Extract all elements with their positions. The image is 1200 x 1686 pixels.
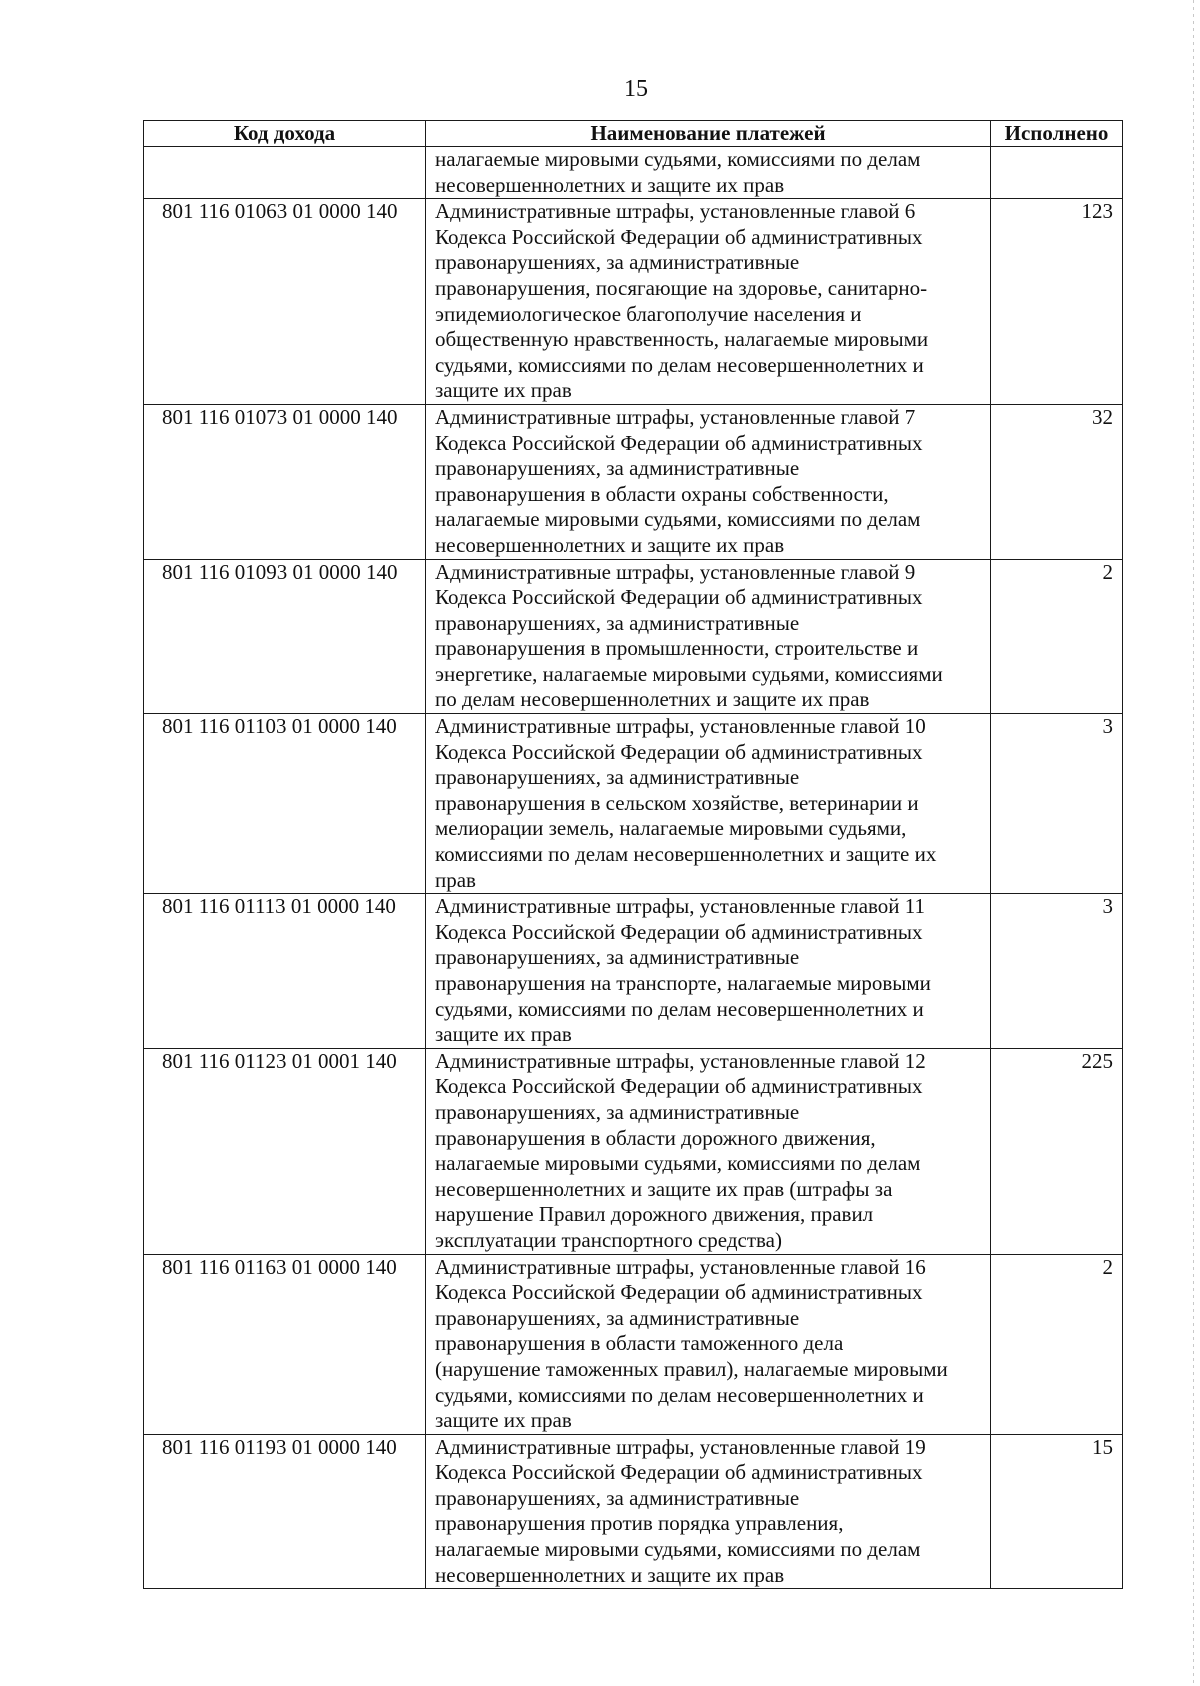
payment-name-cell <box>426 714 991 894</box>
revenue-code-cell: 801 116 01063 01 0000 140 <box>144 199 426 405</box>
executed-amount-cell: 2 <box>991 1254 1123 1434</box>
payment-name-cell <box>426 894 991 1049</box>
revenue-code-cell <box>144 147 426 199</box>
payment-name-line: налагаемые мировыми судьями, комиссиями по делам <box>435 1537 921 1562</box>
executed-amount-cell: 3 <box>991 714 1123 894</box>
executed-amount-cell <box>991 147 1123 199</box>
payment-name-line: налагаемые мировыми судьями, комиссиями по делам <box>435 507 921 532</box>
revenue-code-cell: 801 116 01093 01 0000 140 <box>144 559 426 714</box>
column-header-name: Наименование платежей <box>426 121 991 147</box>
table-header-row <box>144 121 1123 147</box>
table-body <box>144 147 1123 1589</box>
payment-name-line: правонарушения в области дорожного движения, <box>435 1125 876 1150</box>
table-row <box>144 559 1123 714</box>
payment-name-line: энергетике, налагаемые мировыми судьями, комиссиями <box>435 661 943 686</box>
payment-name-line: несовершеннолетних и защите их прав <box>435 532 785 557</box>
payment-name-line: правонарушениях, за административные <box>435 1305 800 1330</box>
payment-name-cell <box>426 1254 991 1434</box>
table-row <box>144 404 1123 559</box>
payment-name-line: Кодекса Российской Федерации об административных <box>435 919 923 944</box>
payment-name-line: правонарушениях, за административные <box>435 765 800 790</box>
executed-amount-cell: 3 <box>991 894 1123 1049</box>
payment-name-cell <box>426 559 991 714</box>
revenue-code-cell: 801 116 01113 01 0000 140 <box>144 894 426 1049</box>
payment-name-line: защите их прав <box>435 1022 572 1047</box>
payment-name-line: несовершеннолетних и защите их прав <box>435 1562 785 1587</box>
payment-name-cell <box>426 1434 991 1589</box>
payment-name-line: комиссиями по делам несовершеннолетних и защите их <box>435 842 937 867</box>
payment-name-line: Кодекса Российской Федерации об административных <box>435 1074 923 1099</box>
payment-name-cell <box>426 404 991 559</box>
payment-name-line: судьями, комиссиями по делам несовершеннолетних и <box>435 1382 924 1407</box>
payment-name-line: судьями, комиссиями по делам несовершеннолетних и <box>435 996 924 1021</box>
executed-amount-cell: 123 <box>991 199 1123 405</box>
payment-name-line: Административные штрафы, установленные главой 6 <box>435 199 916 224</box>
table-row <box>144 199 1123 405</box>
executed-amount-cell: 32 <box>991 404 1123 559</box>
payment-name-line: правонарушениях, за административные <box>435 610 800 635</box>
executed-amount-cell: 225 <box>991 1048 1123 1254</box>
payment-name-line: (нарушение таможенных правил), налагаемые мировыми <box>435 1356 948 1381</box>
table-row <box>144 894 1123 1049</box>
payment-name-line: правонарушения в области таможенного дела <box>435 1331 844 1356</box>
payment-name-cell <box>426 147 991 199</box>
table-row <box>144 147 1123 199</box>
revenue-table <box>143 120 1123 1589</box>
payment-name-line: правонарушениях, за административные <box>435 1099 800 1124</box>
payment-name-line: общественную нравственность, налагаемые мировыми <box>435 327 929 352</box>
payment-name-line: защите их прав <box>435 1408 572 1433</box>
table-row <box>144 1048 1123 1254</box>
payment-name-line: Административные штрафы, установленные главой 11 <box>435 894 926 919</box>
payment-name-line: правонарушения, посягающие на здоровье, санитарно- <box>435 275 928 300</box>
payment-name-line: налагаемые мировыми судьями, комиссиями по делам <box>435 1151 921 1176</box>
table-row <box>144 1254 1123 1434</box>
executed-amount-cell: 2 <box>991 559 1123 714</box>
payment-name-line: несовершеннолетних и защите их прав <box>435 172 785 197</box>
payment-name-line: Кодекса Российской Федерации об административных <box>435 739 923 764</box>
column-header-executed: Исполнено <box>991 121 1123 147</box>
payment-name-line: правонарушениях, за административные <box>435 250 800 275</box>
payment-name-line: правонарушения в сельском хозяйстве, ветеринарии и <box>435 790 919 815</box>
payment-name-line: правонарушениях, за административные <box>435 945 800 970</box>
payment-name-line: правонарушения против порядка управления, <box>435 1511 844 1536</box>
payment-name-line: прав <box>435 867 476 892</box>
payment-name-line: Кодекса Российской Федерации об административных <box>435 430 923 455</box>
payment-name-line: несовершеннолетних и защите их прав (штрафы за <box>435 1176 893 1201</box>
payment-name-line: правонарушениях, за административные <box>435 1485 800 1510</box>
column-header-code: Код дохода <box>144 121 426 147</box>
payment-name-line: Административные штрафы, установленные главой 19 <box>435 1434 926 1459</box>
payment-name-line: Кодекса Российской Федерации об административных <box>435 1280 923 1305</box>
payment-name-line: правонарушения в области охраны собственности, <box>435 481 889 506</box>
payment-name-line: Кодекса Российской Федерации об административных <box>435 585 923 610</box>
revenue-code-cell: 801 116 01163 01 0000 140 <box>144 1254 426 1434</box>
payment-name-line: правонарушения в промышленности, строительстве и <box>435 636 919 661</box>
payment-name-cell <box>426 1048 991 1254</box>
table-row <box>144 1434 1123 1589</box>
table-row <box>144 714 1123 894</box>
payment-name-line: эпидемиологическое благополучие населения и <box>435 301 862 326</box>
payment-name-line: Административные штрафы, установленные главой 7 <box>435 404 916 429</box>
payment-name-line: по делам несовершеннолетних и защите их прав <box>435 687 870 712</box>
payment-name-line: Административные штрафы, установленные главой 12 <box>435 1048 926 1073</box>
payment-name-line: Административные штрафы, установленные главой 16 <box>435 1254 926 1279</box>
payment-name-line: Административные штрафы, установленные главой 9 <box>435 559 916 584</box>
payment-name-line: мелиорации земель, налагаемые мировыми судьями, <box>435 816 907 841</box>
payment-name-line: правонарушениях, за административные <box>435 456 800 481</box>
revenue-code-cell: 801 116 01073 01 0000 140 <box>144 404 426 559</box>
payment-name-line: защите их прав <box>435 378 572 403</box>
revenue-code-cell: 801 116 01123 01 0001 140 <box>144 1048 426 1254</box>
executed-amount-cell: 15 <box>991 1434 1123 1589</box>
payment-name-line: Кодекса Российской Федерации об административных <box>435 1460 923 1485</box>
payment-name-line: налагаемые мировыми судьями, комиссиями по делам <box>435 147 921 171</box>
scan-edge <box>1193 0 1194 1686</box>
revenue-code-cell: 801 116 01193 01 0000 140 <box>144 1434 426 1589</box>
page-number: 15 <box>624 76 648 102</box>
payment-name-line: Кодекса Российской Федерации об административных <box>435 224 923 249</box>
payment-name-line: нарушение Правил дорожного движения, правил <box>435 1202 874 1227</box>
revenue-code-cell: 801 116 01103 01 0000 140 <box>144 714 426 894</box>
payment-name-line: Административные штрафы, установленные главой 10 <box>435 714 926 739</box>
payment-name-line: эксплуатации транспортного средства) <box>435 1227 782 1252</box>
payment-name-cell <box>426 199 991 405</box>
payment-name-line: правонарушения на транспорте, налагаемые мировыми <box>435 971 931 995</box>
payment-name-line: судьями, комиссиями по делам несовершеннолетних и <box>435 352 924 377</box>
